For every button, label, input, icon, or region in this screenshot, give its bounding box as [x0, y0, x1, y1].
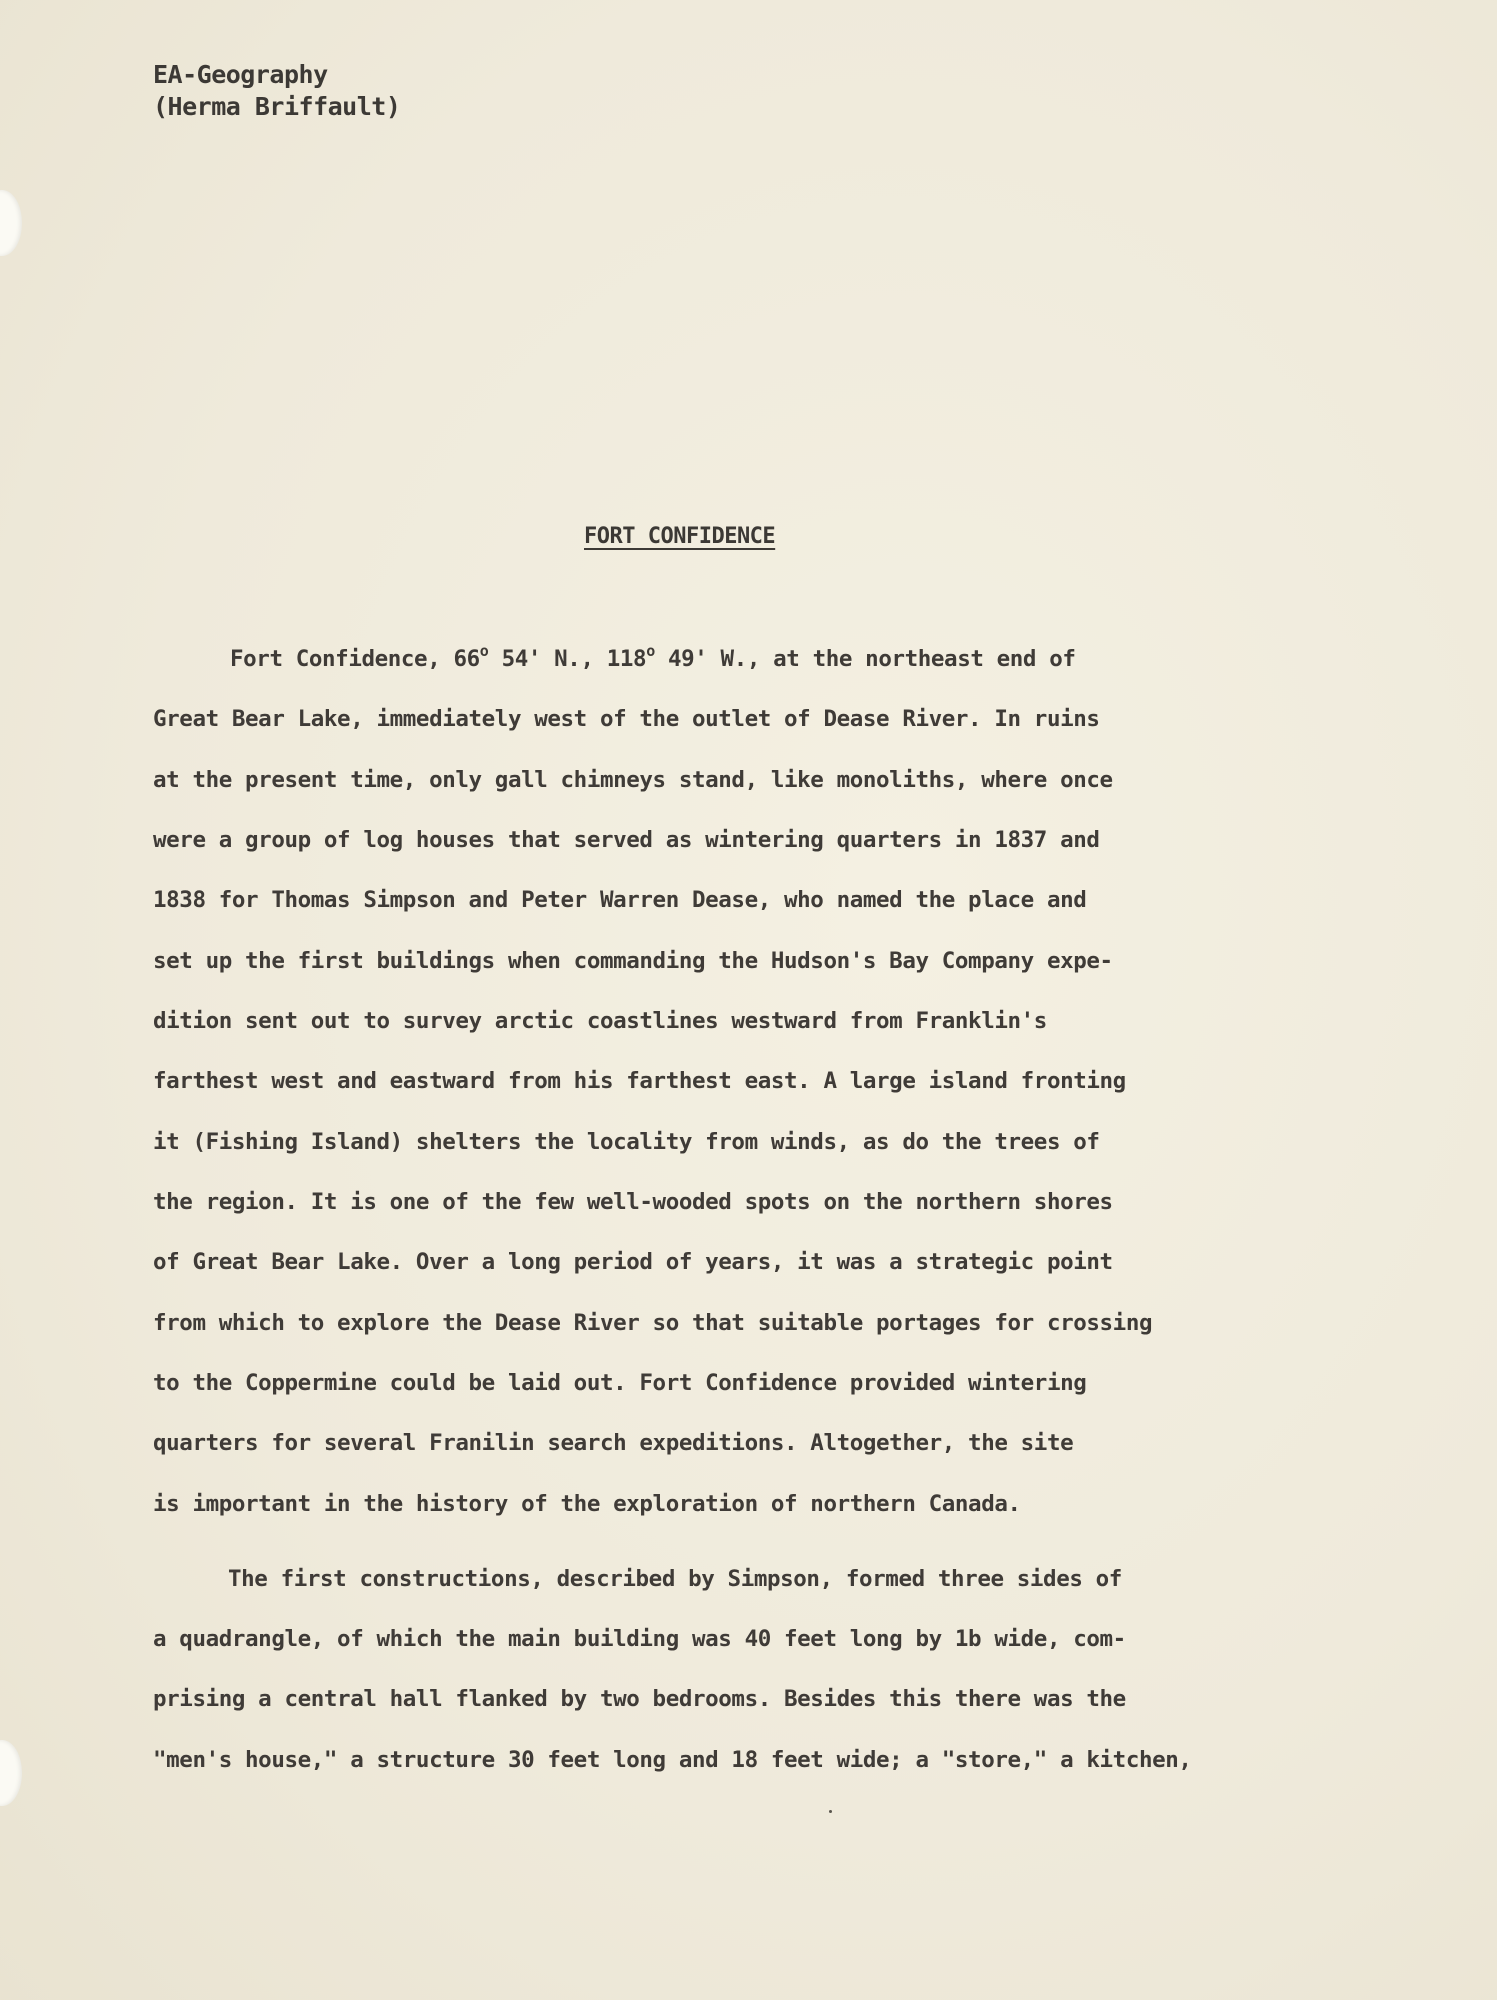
paragraph-1-line-14: quarters for several Franilin search expeditions. Altogether, the site	[153, 1430, 1074, 1456]
paper-speck	[829, 1810, 832, 1813]
paragraph-1-line-8: farthest west and eastward from his farthest east. A large island fronting	[153, 1068, 1126, 1094]
paragraph-1-line-13: to the Coppermine could be laid out. Fort Confidence provided wintering	[153, 1370, 1087, 1396]
paragraph-1-line-3: at the present time, only gall chimneys stand, like monoliths, where once	[153, 767, 1113, 793]
paragraph-1-line-5: 1838 for Thomas Simpson and Peter Warren Dease, who named the place and	[153, 887, 1087, 913]
document-title: FORT CONFIDENCE	[584, 524, 776, 549]
paragraph-1-line-10: the region. It is one of the few well-wooded spots on the northern shores	[153, 1189, 1113, 1215]
header-department: EA-Geography	[153, 60, 328, 89]
paragraph-1-line-15: is important in the history of the exploration of northern Canada.	[153, 1491, 1021, 1517]
header-author: (Herma Briffault)	[153, 92, 401, 121]
paragraph-2-line-1: The first constructions, described by Simpson, formed three sides of	[228, 1566, 1122, 1592]
paragraph-2-line-2: a quadrangle, of which the main building was 40 feet long by 1b wide, com-	[153, 1626, 1126, 1652]
paragraph-1-line-1: Fort Confidence, 66$^o$ 54' N., 118$^o$ 49' W., at the northeast end of	[230, 642, 1076, 672]
paragraph-1-line-4: were a group of log houses that served as wintering quarters in 1837 and	[153, 827, 1100, 853]
paragraph-2-line-4: "men's house," a structure 30 feet long and 18 feet wide; a "store," a kitchen,	[153, 1747, 1192, 1773]
paragraph-1-line-2: Great Bear Lake, immediately west of the outlet of Dease River. In ruins	[153, 706, 1100, 732]
paragraph-1-line-12: from which to explore the Dease River so that suitable portages for crossing	[153, 1310, 1153, 1336]
paragraph-1-line-11: of Great Bear Lake. Over a long period of years, it was a strategic point	[153, 1249, 1113, 1275]
paragraph-2-line-3: prising a central hall flanked by two bedrooms. Besides this there was the	[153, 1686, 1126, 1712]
paragraph-1-line-9: it (Fishing Island) shelters the locality from winds, as do the trees of	[153, 1129, 1100, 1155]
punch-hole	[0, 190, 22, 256]
punch-hole	[0, 1740, 22, 1806]
paragraph-1-line-6: set up the first buildings when commanding the Hudson's Bay Company expe-	[153, 948, 1113, 974]
paragraph-1-line-7: dition sent out to survey arctic coastlines westward from Franklin's	[153, 1008, 1047, 1034]
